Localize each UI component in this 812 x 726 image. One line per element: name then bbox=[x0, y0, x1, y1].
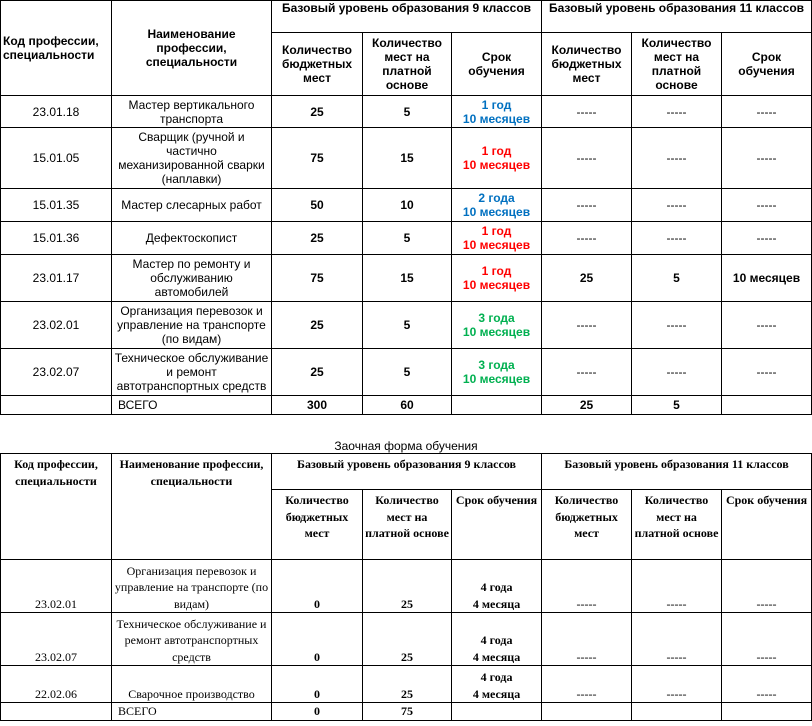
term-line-2: 10 месяцев bbox=[462, 205, 531, 219]
row-budget-11: ----- bbox=[542, 189, 632, 222]
row-paid-9: 5 bbox=[363, 222, 452, 255]
row-name: Техническое обслуживание и ремонт автотранспортных средств bbox=[112, 613, 272, 666]
level-9-header: Базовый уровень образования 9 классов bbox=[272, 454, 542, 490]
row-paid-9: 25 bbox=[363, 666, 452, 703]
row-code: 15.01.35 bbox=[1, 189, 112, 222]
row-code: 15.01.05 bbox=[1, 128, 112, 189]
row-term-9 bbox=[452, 222, 542, 255]
row-paid-11: 5 bbox=[632, 255, 722, 302]
row-term-11: ----- bbox=[722, 222, 812, 255]
total-paid-11: 5 bbox=[632, 396, 722, 415]
row-term-9 bbox=[452, 302, 542, 349]
row-paid-9: 5 bbox=[363, 96, 452, 128]
row-budget-9: 25 bbox=[272, 96, 363, 128]
total-label: ВСЕГО bbox=[112, 703, 272, 721]
table-row bbox=[1, 666, 812, 703]
row-budget-11: ----- bbox=[542, 128, 632, 189]
total-term-11 bbox=[722, 703, 812, 721]
row-code: 15.01.36 bbox=[1, 222, 112, 255]
total-term-11 bbox=[722, 396, 812, 415]
row-term-11: ----- bbox=[722, 302, 812, 349]
term-9-header: Срок обучения bbox=[452, 490, 542, 560]
row-term-9 bbox=[452, 128, 542, 189]
row-code: 23.02.01 bbox=[1, 302, 112, 349]
row-budget-11: 25 bbox=[542, 255, 632, 302]
row-paid-9: 5 bbox=[363, 302, 452, 349]
total-row bbox=[1, 396, 812, 415]
term-9-header: Срок обучения bbox=[452, 33, 542, 96]
name-column-header: Наименование профессии, специальности bbox=[112, 1, 272, 96]
term-line-1: 1 год bbox=[481, 97, 512, 112]
term-line-2: 4 месяца bbox=[472, 649, 521, 664]
table-row bbox=[1, 613, 812, 666]
term-line-1: 1 год bbox=[481, 224, 512, 238]
name-column-header: Наименование профессии, специальности bbox=[112, 454, 272, 560]
row-term-11: 10 месяцев bbox=[722, 255, 812, 302]
row-budget-11: ----- bbox=[542, 302, 632, 349]
code-column-header: Код профессии, специальности bbox=[1, 454, 112, 560]
level-11-header: Базовый уровень образования 11 классов bbox=[542, 1, 812, 33]
row-term-9 bbox=[452, 255, 542, 302]
total-term-9 bbox=[452, 703, 542, 721]
table-row bbox=[1, 255, 812, 302]
row-name: Дефектоскопист bbox=[112, 222, 272, 255]
table-row bbox=[1, 560, 812, 613]
row-budget-9: 0 bbox=[272, 613, 363, 666]
row-name: Мастер вертикального транспорта bbox=[112, 96, 272, 128]
level-11-header: Базовый уровень образования 11 классов bbox=[542, 454, 812, 490]
row-code: 23.02.07 bbox=[1, 349, 112, 396]
row-paid-11: ----- bbox=[632, 128, 722, 189]
budget-11-header: Количество бюджетных мест bbox=[542, 33, 632, 96]
term-line-1: 4 года bbox=[480, 580, 513, 594]
row-term-9 bbox=[452, 349, 542, 396]
row-budget-9: 75 bbox=[272, 128, 363, 189]
row-name: Сварщик (ручной и частично механизированной сварки (наплавки) bbox=[112, 128, 272, 189]
term-line-1: 4 года bbox=[480, 633, 513, 647]
row-term-11: ----- bbox=[722, 128, 812, 189]
total-budget-9: 300 bbox=[272, 396, 363, 415]
row-name: Сварочное производство bbox=[112, 666, 272, 703]
total-budget-11 bbox=[542, 703, 632, 721]
paid-11-header: Количество мест на платной основе bbox=[632, 490, 722, 560]
row-term-11: ----- bbox=[722, 189, 812, 222]
row-paid-9: 15 bbox=[363, 128, 452, 189]
table-row bbox=[1, 302, 812, 349]
term-line-2: 10 месяцев bbox=[462, 238, 531, 252]
row-name: Техническое обслуживание и ремонт автотранспортных средств bbox=[112, 349, 272, 396]
row-budget-9: 25 bbox=[272, 349, 363, 396]
paid-9-header: Количество мест на платной основе bbox=[363, 33, 452, 96]
term-11-header: Срок обучения bbox=[722, 33, 812, 96]
total-term-9 bbox=[452, 396, 542, 415]
row-budget-9: 50 bbox=[272, 189, 363, 222]
row-paid-11: ----- bbox=[632, 222, 722, 255]
row-budget-11: ----- bbox=[542, 349, 632, 396]
row-budget-11: ----- bbox=[542, 666, 632, 703]
row-budget-11: ----- bbox=[542, 560, 632, 613]
table-row bbox=[1, 128, 812, 189]
row-code: 23.01.18 bbox=[1, 96, 112, 128]
row-name: Мастер по ремонту и обслуживанию автомобилей bbox=[112, 255, 272, 302]
term-line-1: 4 года bbox=[480, 670, 513, 684]
row-name: Мастер слесарных работ bbox=[112, 189, 272, 222]
row-budget-11: ----- bbox=[542, 613, 632, 666]
row-budget-9: 25 bbox=[272, 222, 363, 255]
row-budget-11: ----- bbox=[542, 96, 632, 128]
term-line-2: 10 месяцев bbox=[462, 158, 531, 172]
row-term-9 bbox=[452, 560, 542, 613]
row-term-11: ----- bbox=[722, 349, 812, 396]
row-paid-11: ----- bbox=[632, 560, 722, 613]
table-row bbox=[1, 189, 812, 222]
term-line-2: 10 месяцев bbox=[462, 325, 531, 339]
code-column-header: Код профессии, специальности bbox=[1, 1, 112, 96]
total-label: ВСЕГО bbox=[112, 396, 272, 415]
correspondence-admission-table bbox=[0, 453, 812, 721]
row-term-9 bbox=[452, 96, 542, 128]
row-code: 23.02.07 bbox=[1, 613, 112, 666]
term-line-1: 3 года bbox=[478, 358, 515, 372]
row-budget-9: 75 bbox=[272, 255, 363, 302]
row-paid-11: ----- bbox=[632, 613, 722, 666]
level-9-header: Базовый уровень образования 9 классов bbox=[272, 1, 542, 33]
row-name: Организация перевозок и управление на транспорте (по видам) bbox=[112, 302, 272, 349]
table-row bbox=[1, 349, 812, 396]
paid-11-header: Количество мест на платной основе bbox=[632, 33, 722, 96]
term-11-header: Срок обучения bbox=[722, 490, 812, 560]
total-spacer bbox=[1, 703, 112, 721]
table-row bbox=[1, 222, 812, 255]
row-name: Организация перевозок и управление на транспорте (по видам) bbox=[112, 560, 272, 613]
row-code: 23.01.17 bbox=[1, 255, 112, 302]
row-term-9 bbox=[452, 189, 542, 222]
paid-9-header: Количество мест на платной основе bbox=[363, 490, 452, 560]
row-code: 22.02.06 bbox=[1, 666, 112, 703]
row-paid-9: 15 bbox=[363, 255, 452, 302]
row-term-9 bbox=[452, 666, 542, 703]
total-paid-9: 60 bbox=[363, 396, 452, 415]
budget-9-header: Количество бюджетных мест bbox=[272, 33, 363, 96]
term-line-1: 2 года bbox=[478, 191, 515, 205]
total-row bbox=[1, 703, 812, 721]
term-line-1: 3 года bbox=[478, 311, 515, 325]
term-line-1: 1 год bbox=[481, 144, 512, 158]
row-term-11: ----- bbox=[722, 96, 812, 128]
budget-9-header: Количество бюджетных мест bbox=[272, 490, 363, 560]
row-budget-9: 0 bbox=[272, 666, 363, 703]
row-code: 23.02.01 bbox=[1, 560, 112, 613]
table-row bbox=[1, 96, 812, 128]
total-paid-9: 75 bbox=[363, 703, 452, 721]
term-line-2: 10 месяцев bbox=[462, 372, 531, 386]
row-paid-9: 25 bbox=[363, 613, 452, 666]
row-paid-11: ----- bbox=[632, 666, 722, 703]
row-term-11: ----- bbox=[722, 613, 812, 666]
row-term-9 bbox=[452, 613, 542, 666]
row-term-11: ----- bbox=[722, 666, 812, 703]
row-budget-9: 0 bbox=[272, 560, 363, 613]
row-paid-9: 25 bbox=[363, 560, 452, 613]
row-paid-9: 5 bbox=[363, 349, 452, 396]
row-budget-11: ----- bbox=[542, 222, 632, 255]
row-paid-11: ----- bbox=[632, 349, 722, 396]
row-budget-9: 25 bbox=[272, 302, 363, 349]
row-paid-9: 10 bbox=[363, 189, 452, 222]
total-paid-11 bbox=[632, 703, 722, 721]
correspondence-form-caption: Заочная форма обучения bbox=[334, 439, 478, 453]
row-paid-11: ----- bbox=[632, 96, 722, 128]
total-spacer bbox=[1, 396, 112, 415]
term-line-1: 1 год bbox=[481, 264, 512, 278]
row-paid-11: ----- bbox=[632, 189, 722, 222]
row-paid-11: ----- bbox=[632, 302, 722, 349]
budget-11-header: Количество бюджетных мест bbox=[542, 490, 632, 560]
term-line-2: 10 месяцев bbox=[462, 278, 531, 292]
row-term-11: ----- bbox=[722, 560, 812, 613]
term-line-2: 4 месяца bbox=[472, 596, 521, 611]
term-line-2: 10 месяцев bbox=[462, 111, 531, 126]
total-budget-11: 25 bbox=[542, 396, 632, 415]
total-budget-9: 0 bbox=[272, 703, 363, 721]
term-line-2: 4 месяца bbox=[472, 686, 521, 701]
